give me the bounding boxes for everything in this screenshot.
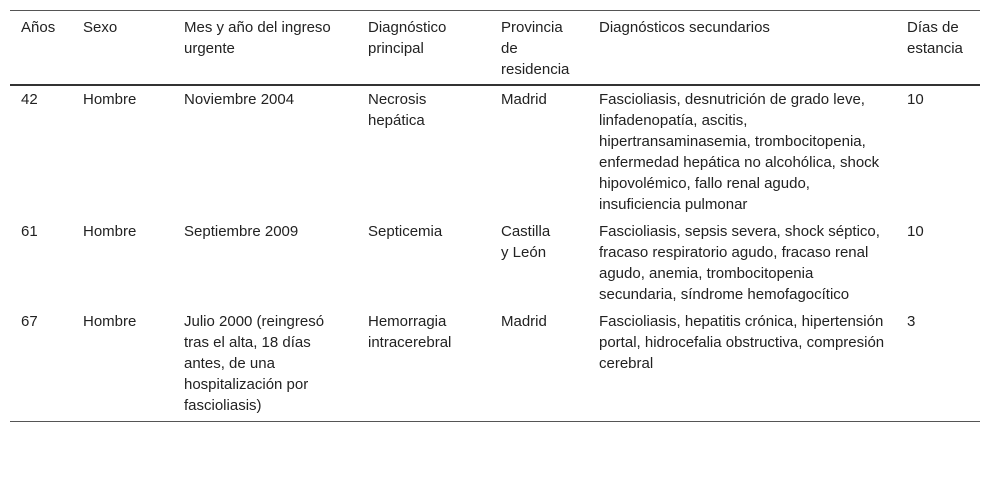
header-main-diagnosis: Diagnóstico principal: [357, 11, 490, 86]
cell-secondary-diagnoses: Fascioliasis, hepatitis crónica, hipertensión portal, hidrocefalia obstructiva, compresión cerebral: [588, 308, 896, 422]
header-days: Días de estancia: [896, 11, 980, 86]
table-row: [10, 218, 980, 308]
header-sex: Sexo: [72, 11, 173, 86]
cell-main-diagnosis: Hemorragia intracerebral: [357, 308, 490, 422]
cell-main-diagnosis: Necrosis hepática: [368, 91, 427, 129]
cell-secondary-diagnoses: Fascioliasis, desnutrición de grado leve, linfadenopatía, ascitis, hipertransaminasemia, trombocitopenia, enfermedad hepática no alcohólica, shock hipovolémico, fallo renal agudo, insuficiencia pulmonar: [599, 91, 880, 213]
cell-admission-date: Septiembre 2009: [184, 223, 299, 240]
header-age: Años: [10, 11, 72, 86]
cell-sex: Hombre: [72, 308, 173, 422]
cell-sex: Hombre: [83, 223, 137, 240]
table-row: [10, 308, 980, 422]
header-admission-date: Mes y año del ingreso urgente: [173, 11, 357, 86]
header-row: [10, 11, 980, 86]
cell-province: Madrid: [501, 91, 547, 108]
cell-sex: Hombre: [83, 91, 137, 108]
table-row: [10, 85, 980, 218]
cell-age: 67: [10, 308, 72, 422]
cell-days: 10: [907, 91, 924, 108]
header-province: Provincia de residencia: [490, 11, 588, 86]
header-secondary-diagnoses: Diagnósticos secundarios: [588, 11, 896, 86]
cell-admission-date: Julio 2000 (reingresó tras el alta, 18 días antes, de una hospitalización por fascioliasis): [173, 308, 357, 422]
cell-age: 61: [21, 223, 38, 240]
cell-days: 10: [907, 223, 924, 240]
cell-secondary-diagnoses: Fascioliasis, sepsis severa, shock séptico, fracaso respiratorio agudo, fracaso renal agudo, anemia, trombocitopenia secundaria, síndrome hemofagocítico: [599, 223, 880, 303]
cell-main-diagnosis: Septicemia: [368, 223, 443, 240]
cell-age: 42: [21, 91, 38, 108]
cell-admission-date: Noviembre 2004: [184, 91, 295, 108]
cell-province: Madrid: [490, 308, 588, 422]
cell-province: Castilla y León: [501, 223, 551, 261]
cases-table-container: [10, 10, 980, 422]
cases-table: [10, 10, 980, 422]
cell-days: 3: [896, 308, 980, 422]
